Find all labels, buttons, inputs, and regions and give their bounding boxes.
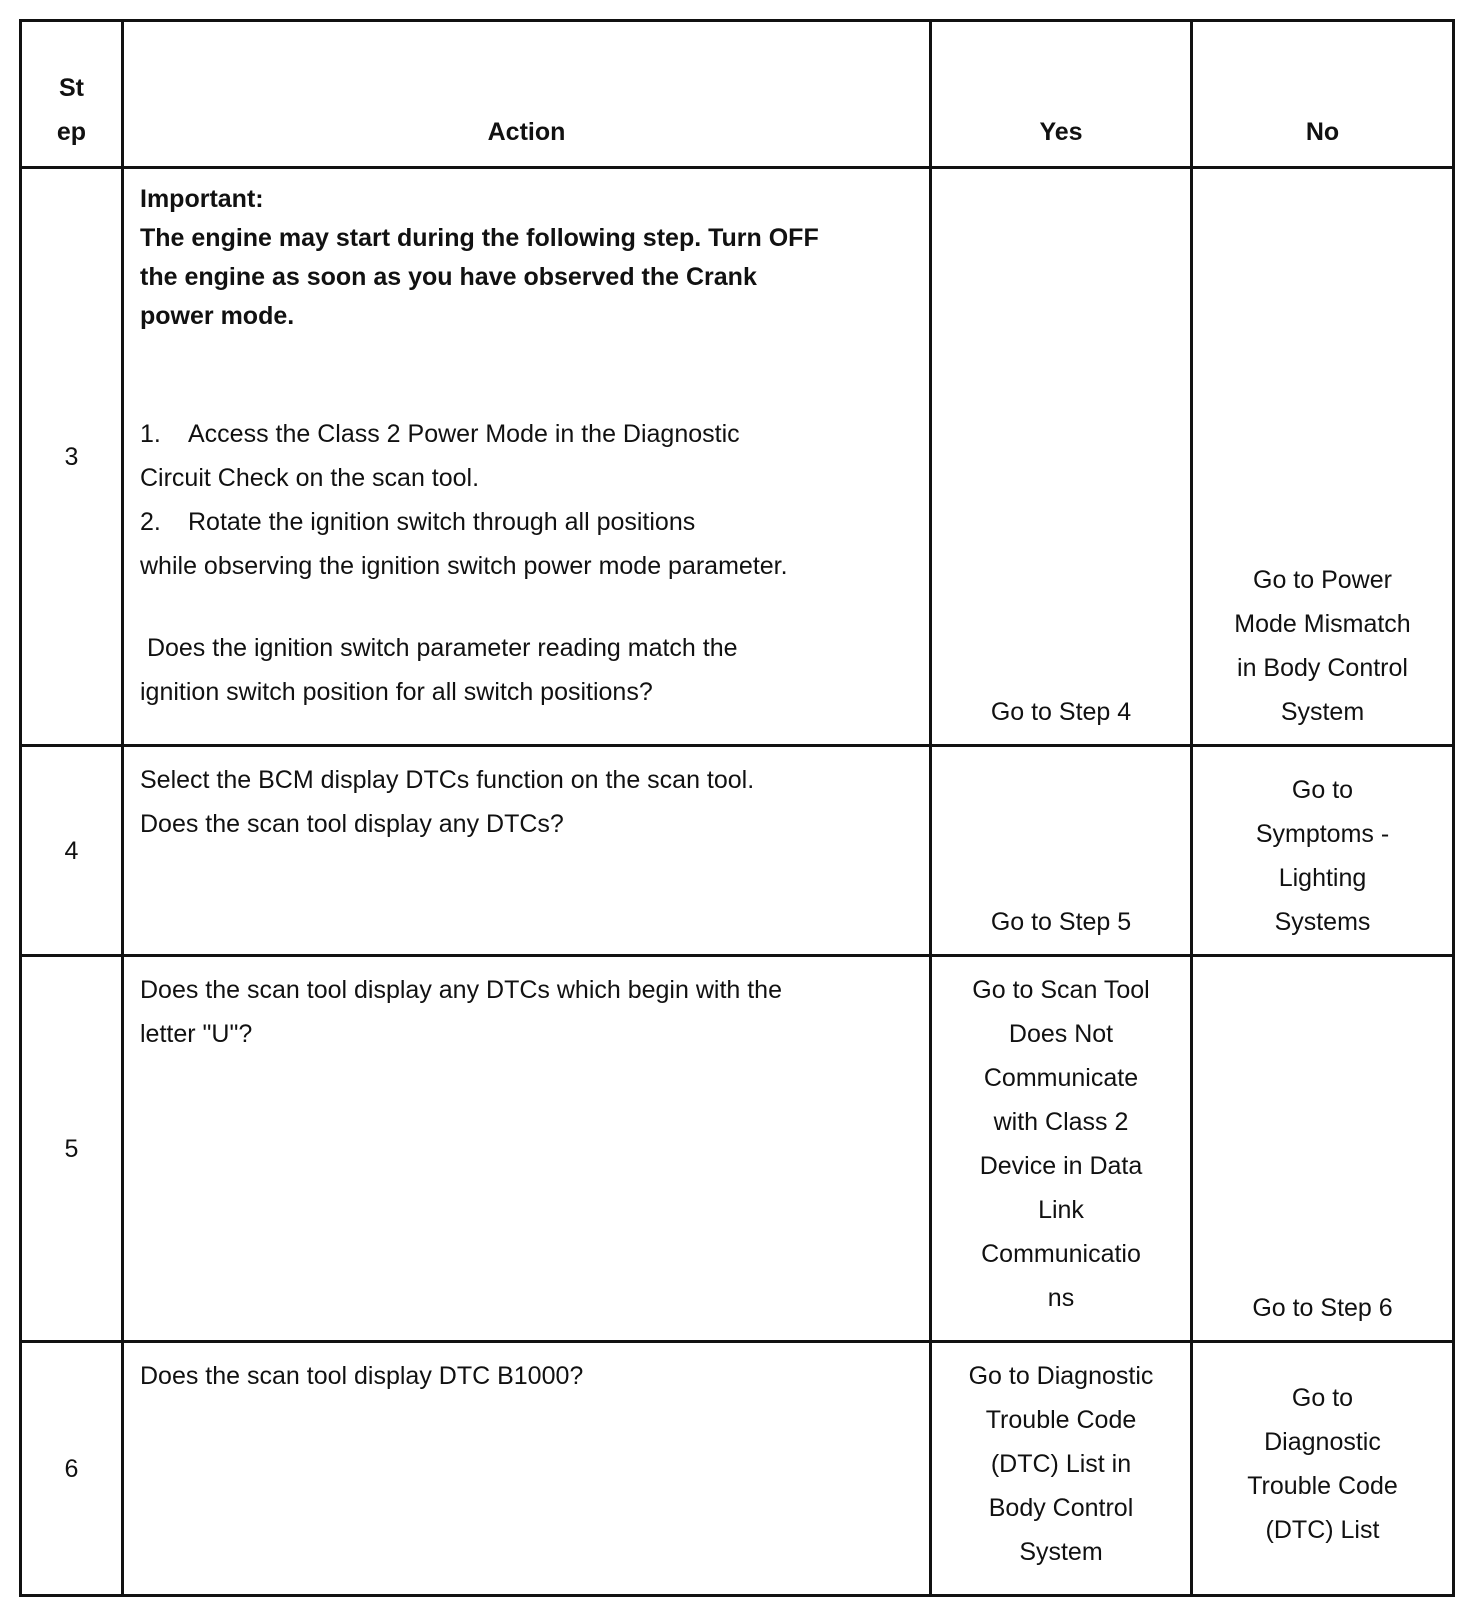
no-link[interactable]: Go to Symptoms - Lighting Systems — [1255, 776, 1390, 936]
question-text: ignition switch position for all switch positions? — [140, 678, 653, 706]
action-text: Select the BCM display DTCs function on the scan tool. — [140, 766, 755, 794]
yes-link[interactable]: Go to Diagnostic Trouble Code (DTC) List in Body Control System — [968, 1362, 1154, 1566]
action-text: Does the scan tool display any DTCs which begin with the — [140, 976, 782, 1004]
header-step-part1: St — [59, 74, 84, 102]
action-cell — [123, 956, 931, 1342]
header-step-part2: ep — [56, 118, 87, 146]
header-action: Action — [123, 21, 931, 168]
yes-link[interactable]: Go to Step 4 — [990, 698, 1132, 726]
important-note — [140, 180, 913, 336]
yes-link[interactable]: Go to Step 5 — [990, 908, 1132, 936]
table-row — [21, 168, 1454, 746]
item-number: 2. — [140, 508, 161, 536]
header-row — [21, 21, 1454, 168]
action-text: Does the scan tool display any DTCs? — [140, 810, 564, 838]
spacer — [140, 336, 913, 412]
important-label: Important: — [140, 185, 264, 213]
diagnostic-table — [19, 19, 1455, 1597]
no-cell — [1192, 168, 1454, 746]
no-cell — [1192, 956, 1454, 1342]
no-link[interactable]: Go to Diagnostic Trouble Code (DTC) List — [1247, 1383, 1398, 1544]
instruction-continuation: Circuit Check on the scan tool. — [140, 464, 480, 492]
no-link[interactable]: Go to Step 6 — [1252, 1294, 1393, 1322]
yes-link[interactable]: Go to Scan Tool Does Not Communicate with Class 2 Device in Data Link Communicatio ns — [972, 976, 1150, 1312]
yes-cell — [931, 1342, 1192, 1596]
table-row — [21, 746, 1454, 956]
header-no: No — [1192, 21, 1454, 168]
no-cell — [1192, 746, 1454, 956]
table-row — [21, 956, 1454, 1342]
action-text: Does the scan tool display DTC B1000? — [140, 1362, 584, 1390]
action-text: letter "U"? — [140, 1020, 253, 1048]
question-text: Does the ignition switch parameter reading match the — [140, 634, 738, 662]
important-line: the engine as soon as you have observed the Crank — [140, 263, 757, 291]
action-cell — [123, 746, 931, 956]
header-step — [21, 21, 123, 168]
instruction-continuation: while observing the ignition switch power mode parameter. — [140, 552, 788, 580]
yes-cell — [931, 168, 1192, 746]
item-text: Access the Class 2 Power Mode in the Diagnostic — [188, 420, 740, 448]
header-yes: Yes — [931, 21, 1192, 168]
item-number: 1. — [140, 420, 161, 448]
action-cell — [123, 168, 931, 746]
step-number: 3 — [21, 168, 123, 746]
instruction-item — [140, 500, 913, 544]
step-number: 4 — [21, 746, 123, 956]
important-line: power mode. — [140, 302, 295, 330]
yes-cell — [931, 956, 1192, 1342]
step-number: 5 — [21, 956, 123, 1342]
spacer — [140, 588, 913, 626]
no-link[interactable]: Go to Power Mode Mismatch in Body Control System — [1234, 566, 1411, 726]
important-line: The engine may start during the following step. Turn OFF — [140, 224, 819, 252]
step-number: 6 — [21, 1342, 123, 1596]
table-row — [21, 1342, 1454, 1596]
action-cell — [123, 1342, 931, 1596]
yes-cell — [931, 746, 1192, 956]
item-text: Rotate the ignition switch through all positions — [188, 508, 696, 536]
no-cell — [1192, 1342, 1454, 1596]
instruction-item — [140, 412, 913, 456]
